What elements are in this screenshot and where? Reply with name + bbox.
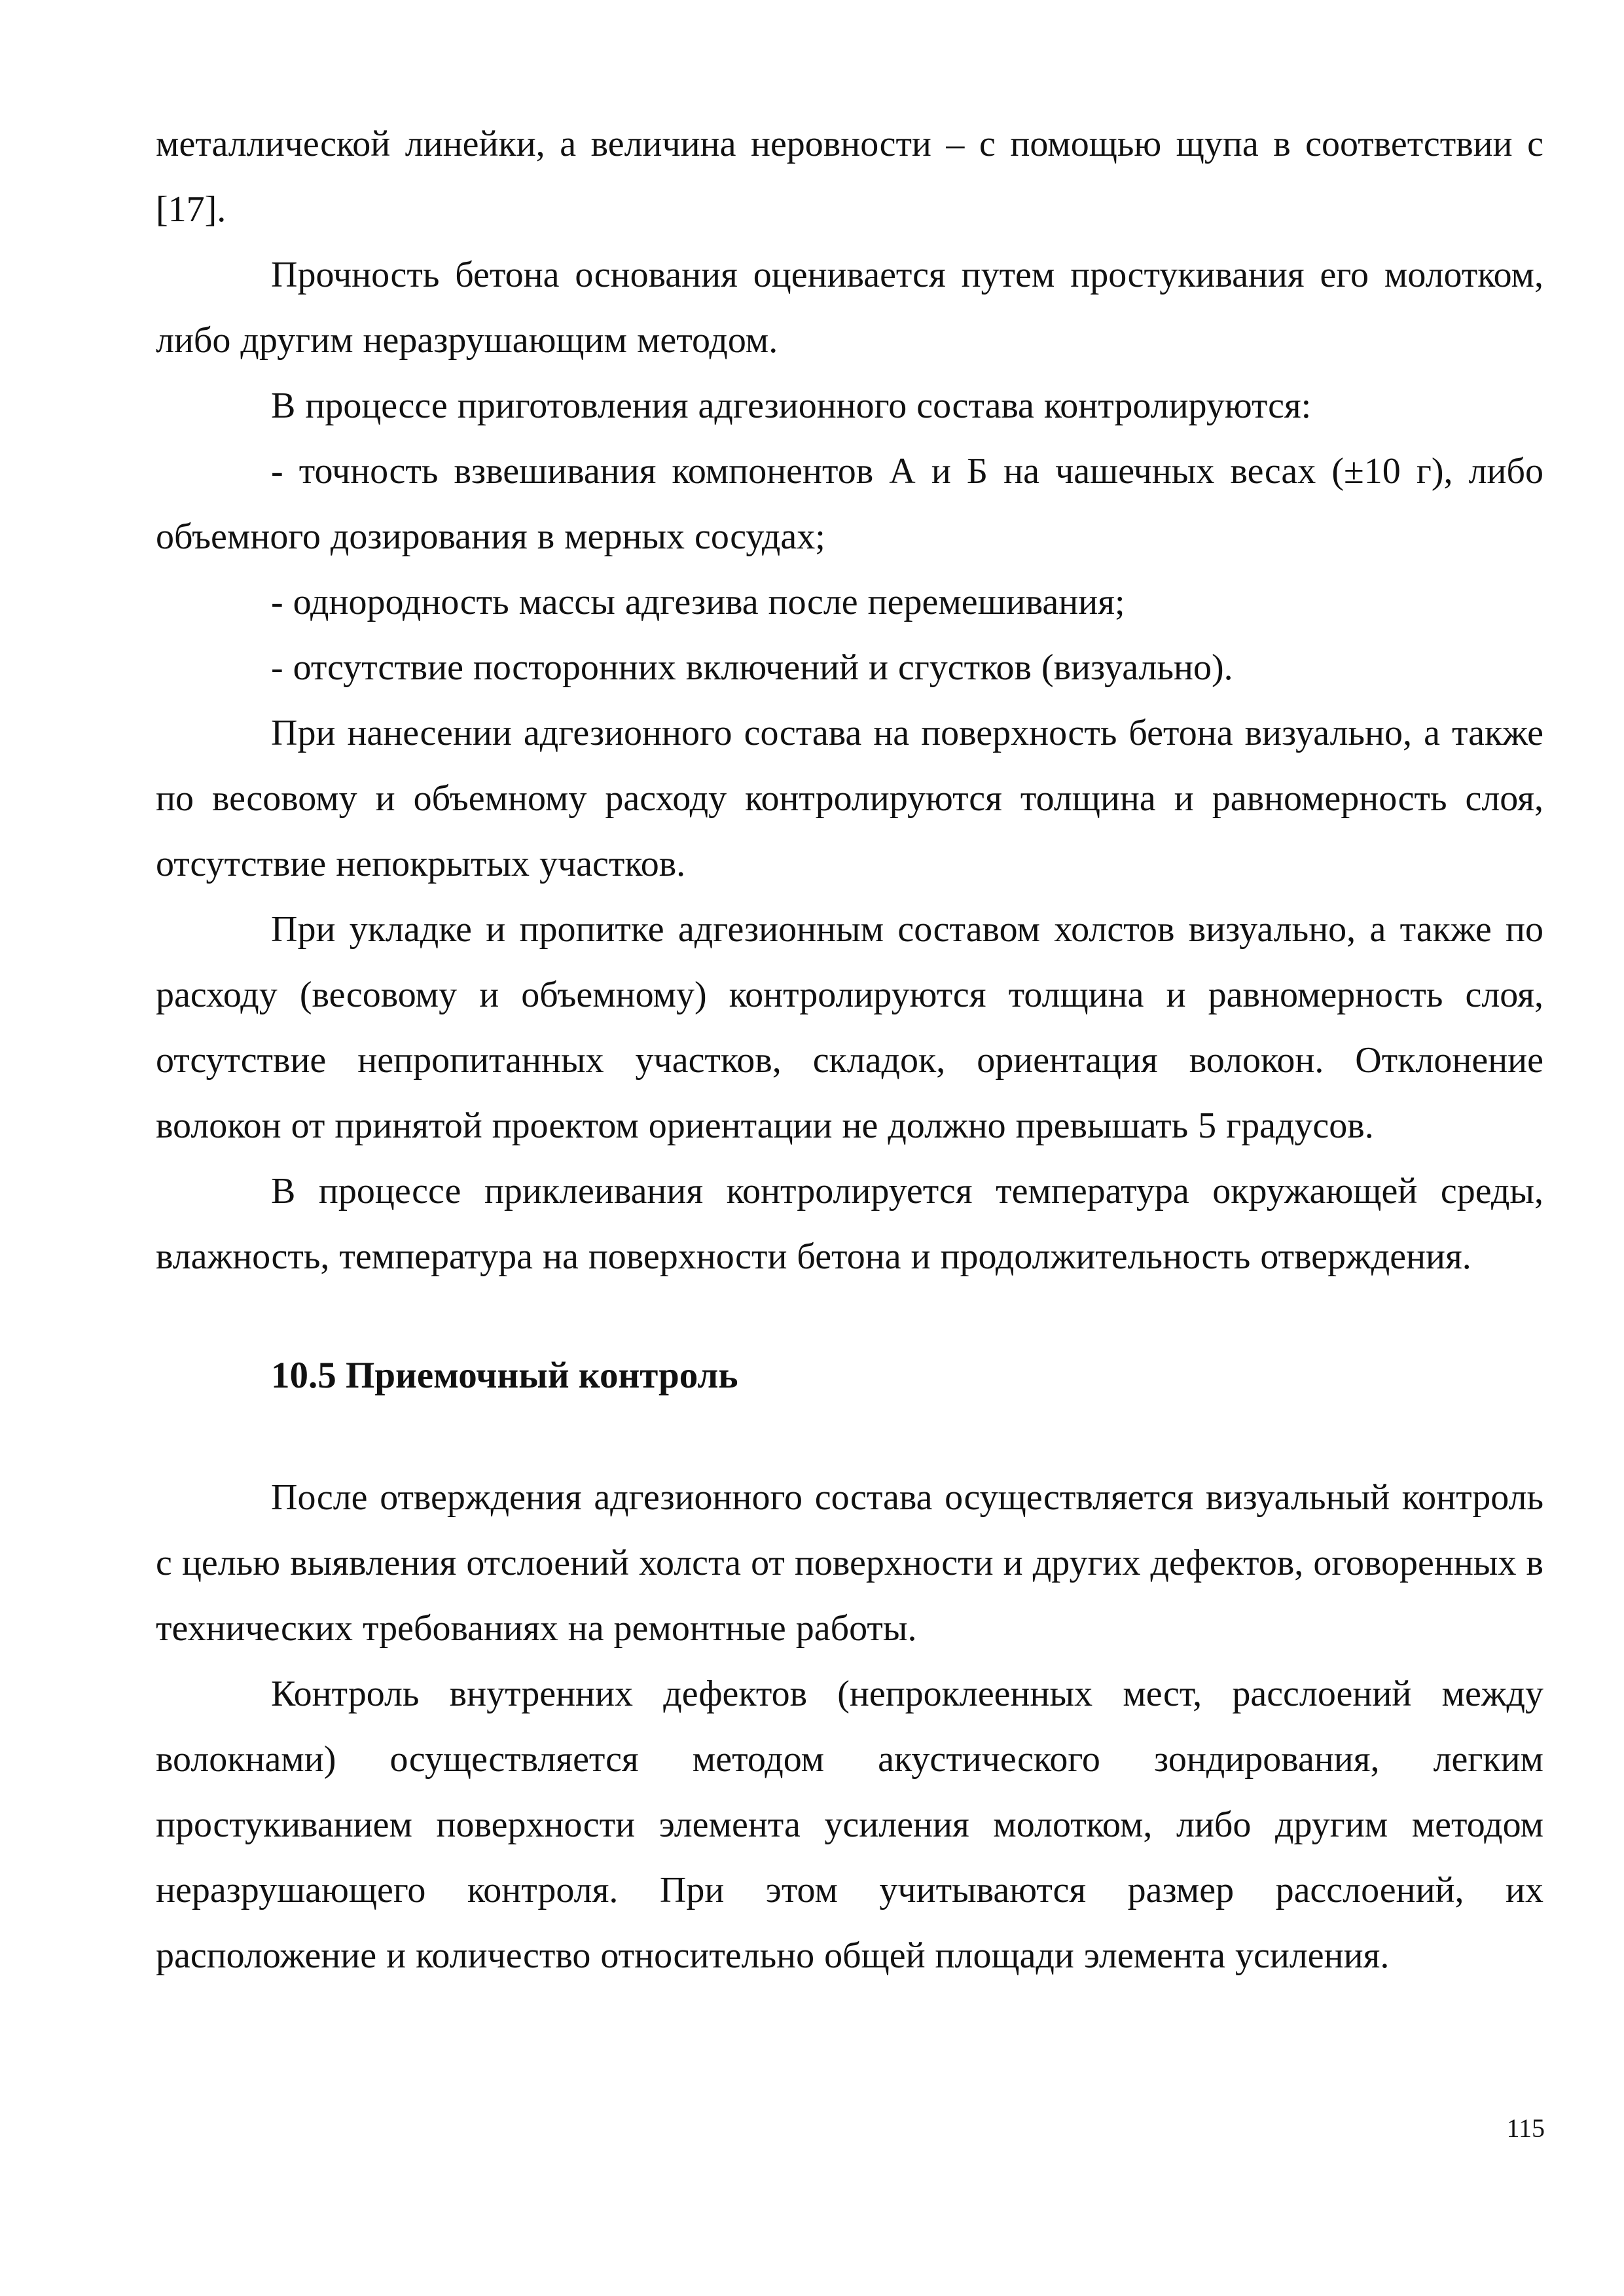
page-number: 115 <box>1506 2113 1545 2143</box>
paragraph-concrete-strength: Прочность бетона основания оценивается путем простукивания его молотком, либо другим неразрушающим методом. <box>156 255 1543 361</box>
document-page <box>156 111 1543 1988</box>
list-item-weighing-accuracy: - точность взвешивания компонентов А и Б на чашечных весах (±10 г), либо объемного дозирования в мерных сосудах; <box>156 451 1543 557</box>
paragraph-internal-defects-control: Контроль внутренних дефектов (непроклеенных мест, расслоений между волокнами) осуществляется методом акустического зондирования, легким простукиванием поверхности элемента усиления молотком, либо другим методом неразрушающего контроля. При этом учитываются размер расслоений, их расположение и количество относительно общей площади элемента усиления. <box>156 1674 1543 1976</box>
list-item-no-inclusions: - отсутствие посторонних включений и сгустков (визуально). <box>271 647 1233 688</box>
paragraph-adhesive-preparation-control: В процессе приготовления адгезионного состава контролируются: <box>271 386 1312 426</box>
paragraph-ruler-and-feeler-check: металлической линейки, а величина неровности – с помощью щупа в соответствии с [17]. <box>156 124 1543 230</box>
paragraph-fabric-laying: При укладке и пропитке адгезионным составом холстов визуально, а также по расходу (весовому и объемному) контролируются толщина и равномерность слоя, отсутствие непропитанных участков, складок, ориентация волокон. Отклонение волокон от принятой проектом ориентации не должно превышать 5 градусов. <box>156 909 1543 1146</box>
paragraph-adhesive-application: При нанесении адгезионного состава на поверхность бетона визуально, а также по весовому и объемному расходу контролируются толщина и равномерность слоя, отсутствие непокрытых участков. <box>156 713 1543 884</box>
paragraph-bonding-process: В процессе приклеивания контролируется температура окружающей среды, влажность, температура на поверхности бетона и продолжительность отверждения. <box>156 1171 1543 1277</box>
list-item-mass-homogeneity: - однородность массы адгезива после перемешивания; <box>271 582 1125 622</box>
section-heading: 10.5 Приемочный контроль <box>271 1355 738 1396</box>
paragraph-visual-control: После отверждения адгезионного состава осуществляется визуальный контроль с целью выявления отслоений холста от поверхности и других дефектов, оговоренных в технических требованиях на ремонтные работы. <box>156 1477 1543 1649</box>
